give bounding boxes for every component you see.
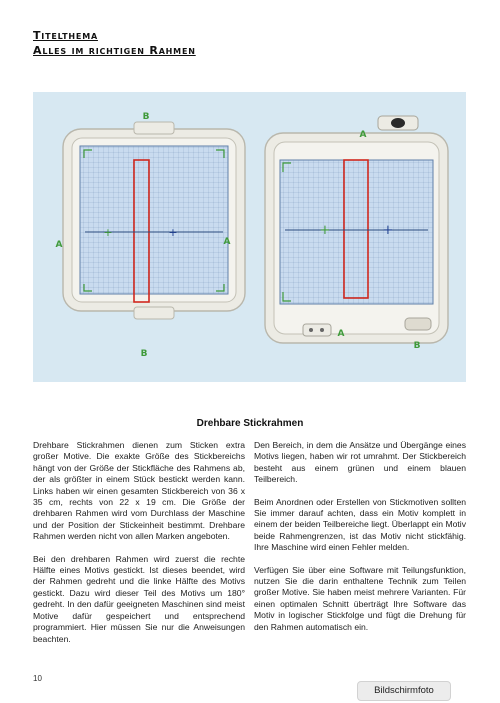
left-label-b-bottom: B [140, 349, 148, 359]
left-top-tab [134, 122, 174, 134]
left-text-column [33, 440, 245, 656]
right-hoop [265, 116, 448, 351]
left-label-a-left: A [55, 240, 63, 250]
hoop-drawing [33, 92, 466, 382]
figure-caption: Drehbare Stickrahmen [196, 418, 304, 429]
left-green-cross: + [103, 226, 113, 239]
right-label-a-bottom: A [337, 329, 345, 339]
right-label-a-top: A [359, 130, 367, 140]
right-top-knob [391, 118, 405, 128]
page-title: Alles im richtigen Rahmen [33, 44, 196, 57]
left-label-b-top: B [142, 112, 150, 122]
right-screw [405, 318, 431, 330]
paragraph: Drehbare Stickrahmen dienen zum Sticken extra großer Motive. Die exakte Größe des Stickbereichs hängt von der Größe der Stickfläche des Rahmens ab, der als größter in einem Stück bestickt werden kann. Links haben wir einen gesamten Stickbereich von 36 x 35 cm, rechts von 22 x 19 cm. Die Größe der drehbaren Rahmen wird vom Durchlass der Maschine und der Position der Stickeinheit bestimmt. Drehbare Rahmen werden nicht von allen Marken angeboten. [33, 440, 245, 542]
page-number: 10 [33, 674, 42, 683]
paragraph: Verfügen Sie über eine Software mit Teilungsfunktion, nutzen Sie die darin enthaltene Technik zum Teilen großer Motive. Sie haben meist mehrere Varianten. Für einen optimalen Schnitt überträgt Ihre Software das Motiv in logischer Stickfolge und fügt die Drehung für den Rahmen automatisch ein. [254, 564, 466, 632]
paragraph: Beim Anordnen oder Erstellen von Stickmotiven sollten Sie immer darauf achten, dass ein Motiv komplett in einem der beiden Teilbereiche liegt. Überlappt ein Motiv beide Rahmengrenzen, ist das Motiv nicht stickfähig. Ihre Maschine wird einen Fehler melden. [254, 496, 466, 553]
right-label-b-bottom: B [413, 341, 421, 351]
hoop-illustration [33, 92, 466, 382]
left-bottom-tab [134, 307, 174, 319]
right-text-column [254, 440, 466, 644]
paragraph: Den Bereich, in dem die Ansätze und Übergänge eines Motivs liegen, haben wir rot umrahmt. Der Stickbereich besteht aus einem grünen und einem blauen Teilbereich. [254, 440, 466, 485]
screenshot-button[interactable]: Bildschirmfoto [357, 681, 451, 701]
right-green-cross: + [319, 223, 331, 238]
left-label-a-right: A [223, 237, 231, 247]
right-bottom-tab [303, 324, 331, 336]
section-label: Titelthema [33, 29, 98, 42]
paragraph: Bei den drehbaren Rahmen wird zuerst die rechte Hälfte eines Motivs gestickt. Ist dieses beendet, wird der Rahmen gedreht und die linke Hälfte des Motivs gestickt. Dazu wird dieser Teil des Motivs um 180° gedreht. In den dafür geeigneten Maschinen sind meist Motive dafür gespeichert und entsprechend programmiert. Hier müssen Sie nur die Anweisungen beachten. [33, 553, 245, 644]
page-header [33, 28, 196, 58]
left-hoop [56, 112, 245, 359]
right-blue-cross: + [382, 223, 394, 238]
left-blue-cross: + [168, 226, 178, 239]
